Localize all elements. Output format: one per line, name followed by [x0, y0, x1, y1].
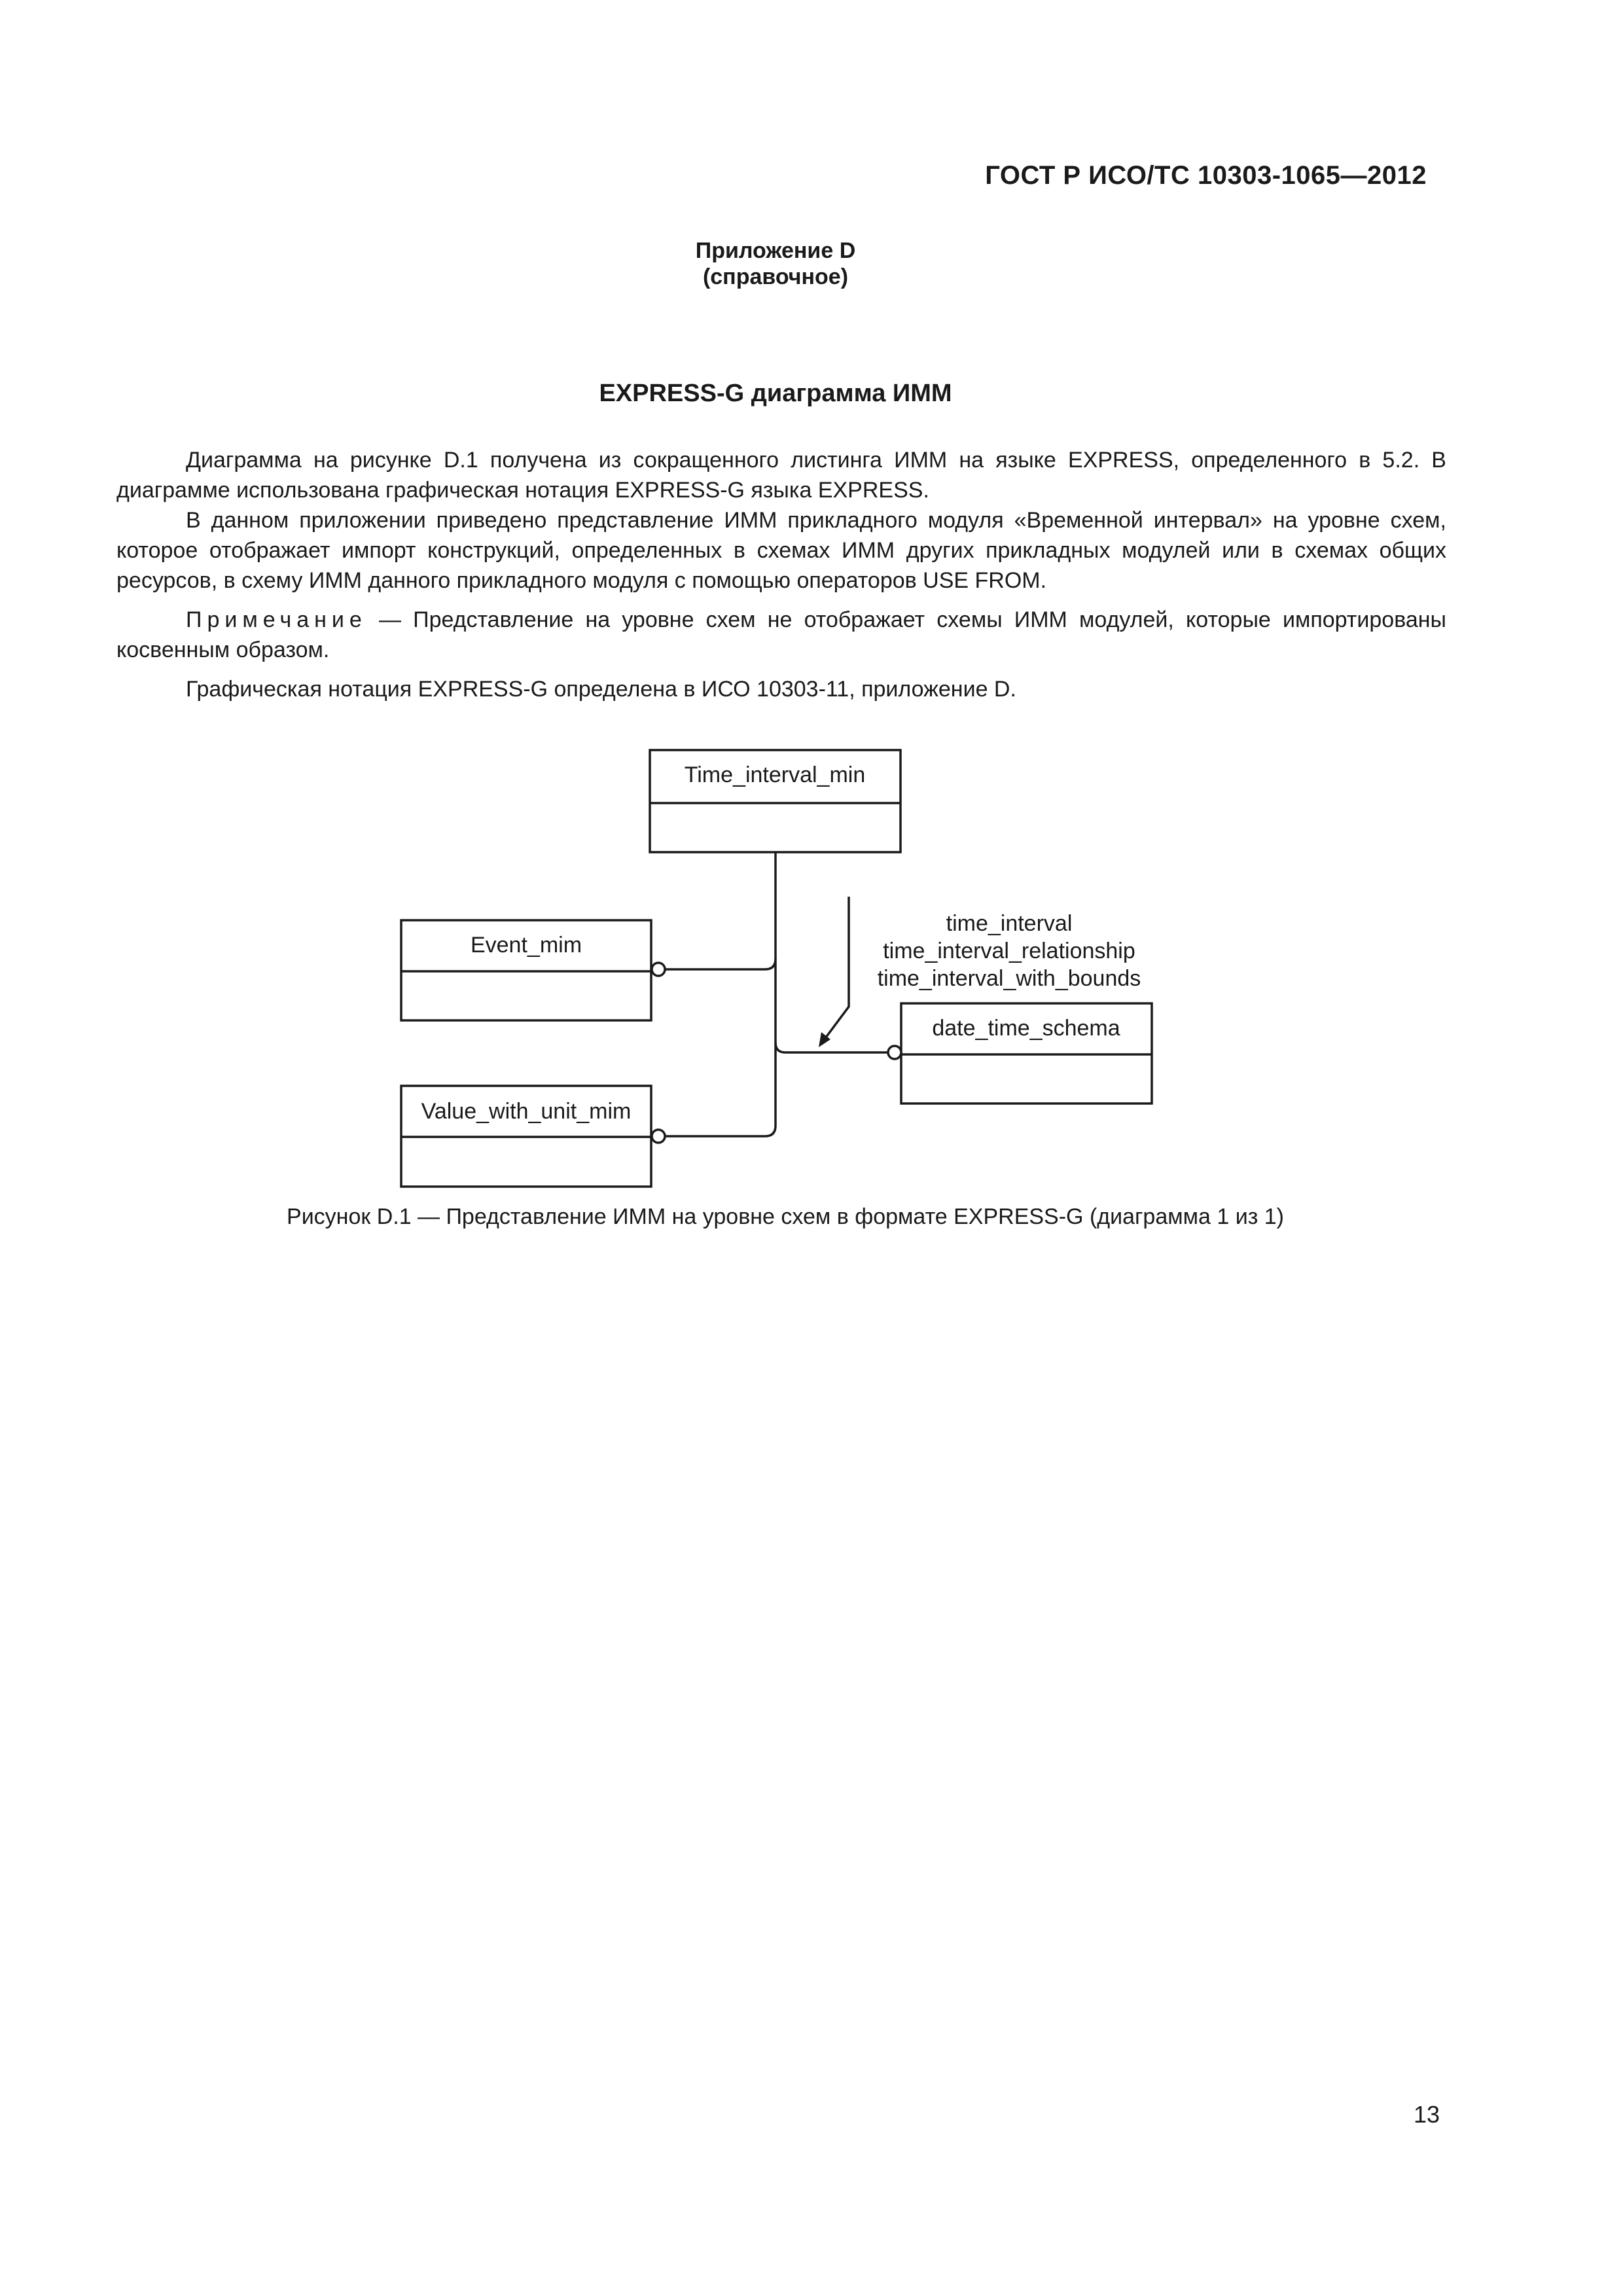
ref-circle-event	[652, 963, 665, 976]
page-number: 13	[1413, 2101, 1440, 2128]
imported-item-1: time_interval	[946, 911, 1073, 936]
schema-name-event-mim: Event_mim	[470, 933, 582, 958]
document-code: ГОСТ Р ИСО/ТС 10303-1065—2012	[985, 161, 1427, 190]
connector-value	[664, 852, 776, 1136]
ref-circle-date-time	[888, 1046, 901, 1059]
appendix-title: Приложение D	[695, 238, 856, 263]
express-g-diagram	[0, 720, 1623, 1217]
paragraph-4: Графическая нотация EXPRESS-G определена в ИСО 10303-11, приложение D.	[186, 677, 1016, 702]
ref-circle-value	[652, 1130, 665, 1143]
section-title: EXPRESS-G диаграмма ИММ	[599, 380, 952, 407]
connector-date-time	[776, 1043, 888, 1052]
imported-item-3: time_interval_with_bounds	[877, 966, 1141, 991]
note-label: Примечание	[186, 607, 367, 632]
figure-caption: Рисунок D.1 — Представление ИММ на уровне схем в формате EXPRESS-G (диаграмма 1 из 1)	[287, 1204, 1284, 1229]
schema-name-value-with-unit-mim: Value_with_unit_mim	[421, 1099, 632, 1124]
import-arrow	[822, 897, 849, 1043]
schema-name-date-time-schema: date_time_schema	[932, 1016, 1120, 1041]
note-paragraph	[116, 605, 1446, 665]
schema-name-time-interval-min: Time_interval_min	[684, 762, 866, 787]
appendix-type: (справочное)	[702, 264, 849, 289]
paragraph-1: Диаграмма на рисунке D.1 получена из сокращенного листинга ИММ на языке EXPRESS, определенного в 5.2. В диаграмме использована графическая нотация EXPRESS-G языка EXPRESS.	[116, 448, 1446, 503]
note-text: — Представление на уровне схем не отображает схемы ИММ модулей, которые импортированы косвенным образом.	[116, 607, 1446, 662]
paragraph-2: В данном приложении приведено представление ИММ прикладного модуля «Временной интервал» на уровне схем, которое отображает импорт конструкций, определенных в схемах ИММ других прикладных модулей или в схемах общих ресурсов, в схему ИММ данного прикладного модуля с помощью операторов USE FROM.	[116, 508, 1446, 593]
imported-item-2: time_interval_relationship	[883, 939, 1135, 963]
connector-event	[664, 959, 776, 969]
